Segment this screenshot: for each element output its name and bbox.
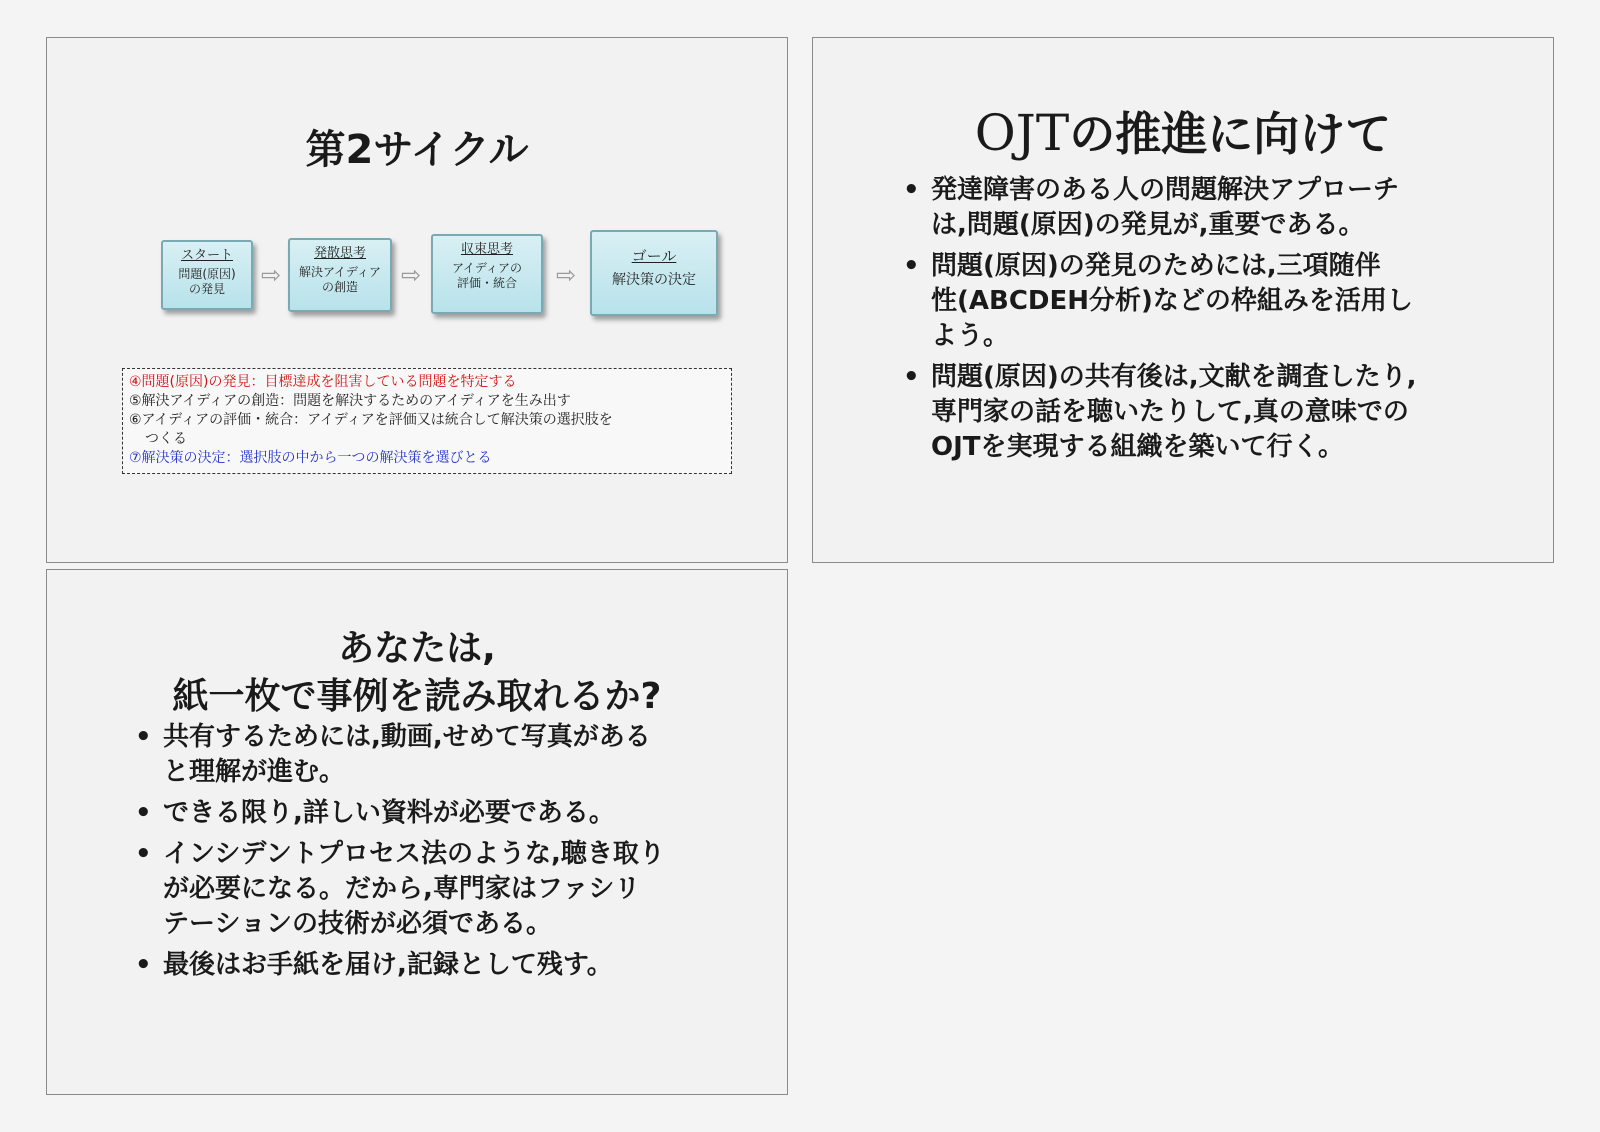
step-item: ④問題(原因)の発見：目標達成を阻害している問題を特定する <box>129 374 517 390</box>
flow-box-text: 評価・統合 <box>456 276 517 290</box>
flow-box-text: の発見 <box>188 282 225 296</box>
bullet-line: 最後はお手紙を届け,記録として残す。 <box>163 950 613 980</box>
flow-box-text: 解決策の決定 <box>612 272 696 288</box>
bullet-item <box>903 249 1523 354</box>
flow-box-convergent <box>431 234 543 314</box>
bullet-line: が必要になる。だから,専門家はファシリ <box>163 874 641 904</box>
bullet-icon: • <box>903 175 920 205</box>
bullet-item <box>903 173 1523 243</box>
bullet-line: できる限り,詳しい資料が必要である。 <box>163 798 615 828</box>
flow-box-text: アイディアの <box>452 261 522 275</box>
arrow-right-icon: ⇨ <box>401 261 422 289</box>
slide-2-title <box>813 98 1553 164</box>
arrow-right-icon: ⇨ <box>261 261 282 289</box>
bullet-icon: • <box>903 362 920 392</box>
cycle-flow-diagram <box>161 226 731 316</box>
slide-1-title: 第2サイクル <box>305 127 529 173</box>
flow-box-divergent <box>288 238 392 312</box>
flow-box-heading: スタート <box>180 248 233 263</box>
bullet-item <box>135 796 715 831</box>
title-line: 紙一枚で事例を読み取れるか? <box>172 676 662 717</box>
bullet-line: テーションの技術が必須である。 <box>163 909 552 939</box>
bullet-item <box>135 837 715 942</box>
flow-box-text: 解決アイディア <box>299 265 381 279</box>
step-item-continued: つくる <box>145 431 187 447</box>
bullet-line: よう。 <box>931 321 1010 351</box>
bullet-item <box>903 360 1523 465</box>
bullet-icon: • <box>135 839 152 869</box>
bullet-line: 専門家の話を聴いたりして,真の意味での <box>931 397 1409 427</box>
step-item: ⑤解決アイディアの創造：問題を解決するためのアイディアを生み出す <box>129 393 571 409</box>
flow-box-text: の創造 <box>321 280 358 294</box>
bullet-line: 問題(原因)の共有後は,文献を調査したり, <box>931 362 1417 392</box>
bullet-line: 発達障害のある人の問題解決アプローチ <box>931 175 1400 205</box>
arrow-right-icon: ⇨ <box>556 261 577 289</box>
flow-box-heading: 発散思考 <box>313 246 366 261</box>
bullet-line: 共有するためには,動画,せめて写真がある <box>163 722 651 752</box>
slide-2 <box>812 37 1554 563</box>
slide-1 <box>46 37 788 563</box>
title-line: あなたは, <box>338 628 496 669</box>
flow-box-text: 問題(原因) <box>178 267 236 281</box>
bullet-line: OJTを実現する組織を築いて行く。 <box>931 432 1344 462</box>
step-list-box <box>122 368 732 474</box>
bullet-icon: • <box>135 950 152 980</box>
bullet-line: 問題(原因)の発見のためには,三項随伴 <box>931 251 1381 281</box>
bullet-line: と理解が進む。 <box>163 757 346 787</box>
flow-box-heading: ゴール <box>631 247 677 265</box>
bullet-icon: • <box>903 251 920 281</box>
bullet-line: は,問題(原因)の発見が,重要である。 <box>931 210 1365 240</box>
bullet-list <box>903 173 1523 471</box>
bullet-item <box>135 720 715 790</box>
step-item: ⑥アイディアの評価・統合：アイディアを評価又は統合して解決策の選択肢を <box>129 412 613 428</box>
flow-box-start <box>161 240 253 310</box>
bullet-line: インシデントプロセス法のような,聴き取り <box>163 839 665 869</box>
bullet-item <box>135 948 715 983</box>
flow-box-goal <box>590 230 718 316</box>
title-rest: の推進に向けて <box>1069 107 1392 161</box>
bullet-icon: • <box>135 798 152 828</box>
title-ojt: OJT <box>974 104 1070 162</box>
bullet-line: 性(ABCDEH分析)などの枠組みを活用し <box>931 286 1413 316</box>
bullet-icon: • <box>135 722 152 752</box>
flow-box-heading: 収束思考 <box>460 242 513 257</box>
slide-3 <box>46 569 788 1095</box>
bullet-list <box>135 720 715 989</box>
slide-3-title <box>47 625 787 721</box>
step-item: ⑦解決策の決定：選択肢の中から一つの解決策を選びとる <box>129 450 492 466</box>
